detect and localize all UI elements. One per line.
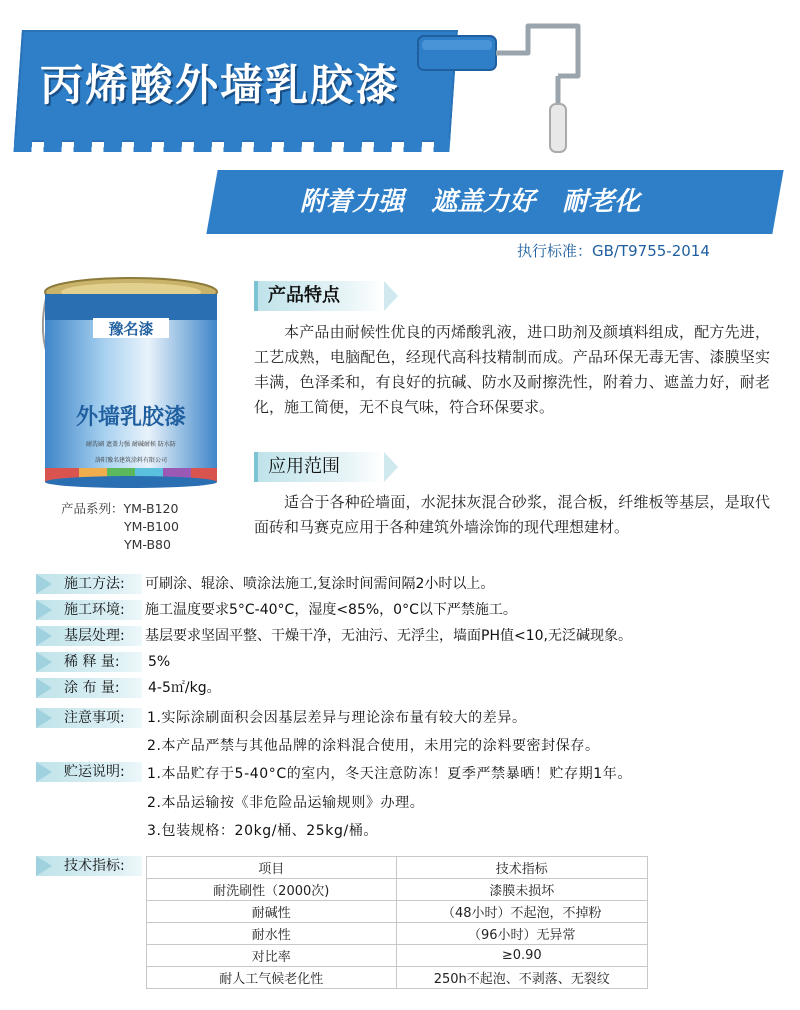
- can-company: 洛阳豫名建筑涂料有限公司: [94, 457, 168, 464]
- coverage-value: 4-5㎡/kg。: [148, 680, 221, 696]
- page-title: 丙烯酸外墙乳胶漆: [40, 61, 400, 111]
- coverage-label: 涂 布 量:: [36, 678, 142, 698]
- storage-line: 1.本品贮存于5-40°C的室内，冬天注意防冻！夏季严禁暴晒！贮存期1年。: [147, 766, 633, 782]
- slogan: 附着力强 遮盖力好 耐老化: [300, 187, 641, 217]
- table-cell: 对比率: [147, 945, 397, 967]
- table-cell: 耐洗刷性（2000次): [147, 879, 397, 901]
- table-cell: 250h不起泡、不剥落、无裂纹: [396, 967, 648, 989]
- storage-line: 2.本品运输按《非危险品运输规则》办理。: [147, 795, 425, 811]
- table-cell: 耐碱性: [147, 901, 397, 923]
- storage-label: 贮运说明:: [36, 762, 142, 782]
- features-heading: 产品特点: [254, 281, 384, 311]
- environment-value: 施工温度要求5°C-40°C，湿度<85%，0°C以下严禁施工。: [145, 602, 517, 618]
- table-cell: （48小时）不起泡，不掉粉: [396, 901, 648, 923]
- table-cell: （96小时）无异常: [396, 923, 648, 945]
- paint-roller-icon: [408, 6, 598, 156]
- tech-spec-table: [146, 856, 648, 989]
- tech-label: 技术指标:: [36, 856, 142, 876]
- table-row: [147, 923, 648, 945]
- series-item: YM-B120: [123, 501, 179, 516]
- storage-line: 3.包装规格：20kg/桶、25kg/桶。: [147, 823, 379, 839]
- product-series: [61, 500, 179, 554]
- application-text: 适合于各种砼墙面，水泥抹灰混合砂浆，混合板，纤维板等基层，是取代面砖和马赛克应用于各种建筑外墙涂饰的现代理想建材。: [254, 493, 770, 536]
- series-label: 产品系列：: [61, 501, 124, 516]
- standard-label: 执行标准：GB/T9755-2014: [517, 242, 710, 260]
- table-cell: 耐水性: [147, 923, 397, 945]
- environment-label: 施工环境:: [36, 600, 142, 620]
- table-cell: ≥0.90: [396, 945, 648, 967]
- table-row: [147, 967, 648, 989]
- application-heading: 应用范围: [254, 452, 384, 482]
- paint-can-image: [33, 274, 229, 492]
- note-line: 2.本产品严禁与其他品牌的涂料混合使用，未用完的涂料要密封保存。: [147, 738, 600, 754]
- method-value: 可刷涂、辊涂、喷涂法施工,复涂时间需间隔2小时以上。: [145, 576, 495, 592]
- dilution-label: 稀 释 量:: [36, 652, 142, 672]
- table-cell: 耐人工气候老化性: [147, 967, 397, 989]
- method-label: 施工方法:: [36, 574, 142, 594]
- table-header-cell: 技术指标: [396, 857, 648, 879]
- table-row: [147, 945, 648, 967]
- can-tagline: 耐洗刷 遮盖力强 耐碱耐候 防水防: [86, 441, 176, 448]
- table-header-row: [147, 857, 648, 879]
- table-row: [147, 879, 648, 901]
- notes-label: 注意事项:: [36, 708, 142, 728]
- table-header-cell: 项目: [147, 857, 397, 879]
- can-brand: 豫名漆: [108, 321, 154, 338]
- can-product-name: 外墙乳胶漆: [75, 404, 187, 430]
- features-text: 本产品由耐候性优良的丙烯酸乳液，进口助剂及颜填料组成，配方先进，工艺成熟，电脑配色，经现代高科技精制而成。产品环保无毒无害、漆膜坚实丰满，色泽柔和，有良好的抗碱、防水及耐擦洗性，附着力、遮盖力好，耐老化，施工简便，无不良气味，符合环保要求。: [254, 323, 770, 416]
- table-cell: 漆膜未损坏: [396, 879, 648, 901]
- series-item: YM-B80: [124, 537, 171, 552]
- substrate-value: 基层要求坚固平整、干燥干净，无油污、无浮尘，墙面PH值<10,无泛碱现象。: [145, 628, 632, 644]
- table-row: [147, 901, 648, 923]
- dilution-value: 5%: [148, 654, 171, 670]
- series-item: YM-B100: [124, 519, 179, 534]
- note-line: 1.实际涂刷面积会因基层差异与理论涂布量有较大的差异。: [147, 710, 527, 726]
- substrate-label: 基层处理:: [36, 626, 142, 646]
